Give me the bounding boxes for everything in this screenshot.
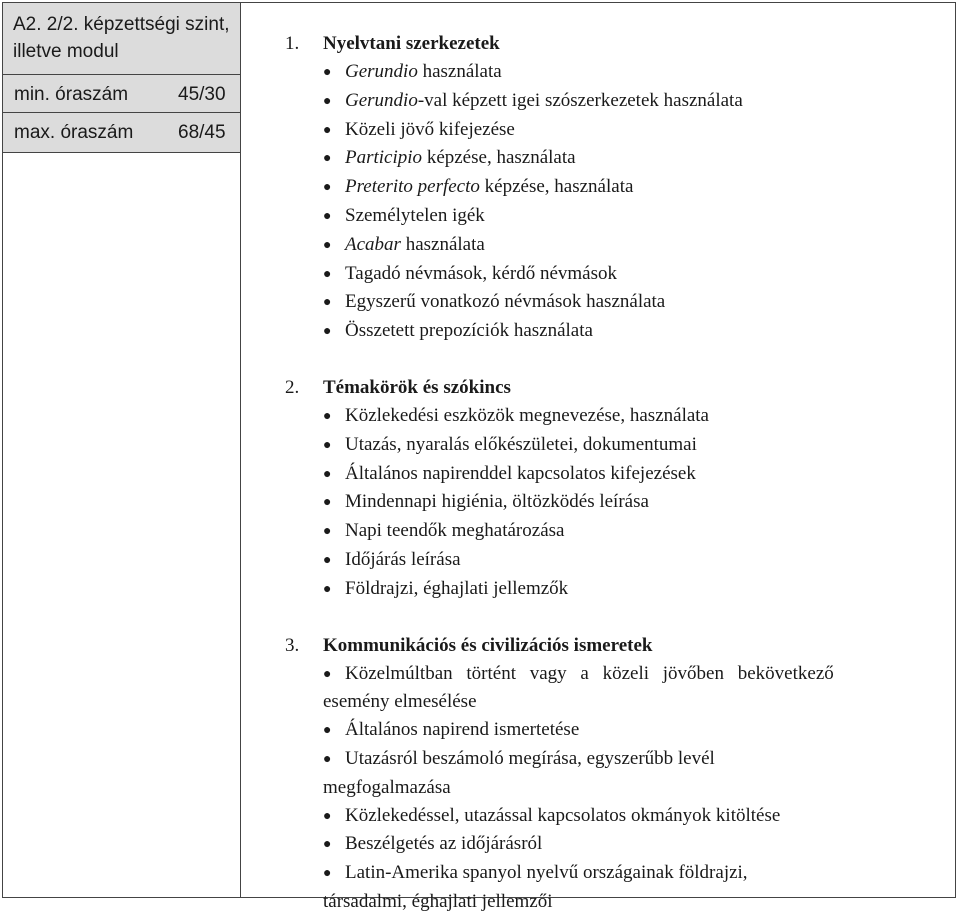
- module-title: A2. 2/2. képzettségi szint, illetve modul: [3, 3, 240, 75]
- module-info-column: [3, 3, 241, 897]
- item-text: Tagadó névmások, kérdő névmások: [345, 262, 617, 284]
- item-text: Időjárás leírása: [345, 548, 461, 570]
- list-item: [285, 317, 945, 346]
- list-item: [285, 716, 945, 745]
- bullet-icon: ●: [323, 466, 332, 482]
- bullet-icon: ●: [323, 151, 332, 167]
- bullet-icon: ●: [323, 122, 332, 138]
- max-hours-label: max. óraszám: [14, 122, 134, 143]
- list-item: [285, 58, 945, 87]
- list-item: [285, 173, 945, 202]
- list-item: [285, 460, 945, 489]
- item-text: képzése, használata: [422, 147, 576, 169]
- bullet-icon: ●: [323, 837, 332, 853]
- item-text: Közlekedéssel, utazással kapcsolatos okmányok kitöltése: [345, 804, 781, 826]
- section-grammar: [285, 30, 945, 346]
- list-item: [285, 517, 945, 546]
- section-title: [285, 30, 945, 58]
- min-hours-value: 45/30: [178, 84, 226, 105]
- item-text: Általános napirenddel kapcsolatos kifejezések: [345, 462, 696, 484]
- bullet-icon: ●: [323, 751, 332, 767]
- item-text: Utazás, nyaralás előkészületei, dokumentumai: [345, 433, 697, 455]
- bullet-icon: ●: [323, 266, 332, 282]
- bullet-icon: ●: [323, 237, 332, 253]
- list-item: [285, 431, 945, 460]
- bullet-icon: ●: [323, 324, 332, 340]
- item-text: esemény elmesélése: [323, 691, 477, 713]
- item-text: Mindennapi higiénia, öltözködés leírása: [345, 491, 649, 513]
- bullet-icon: ●: [323, 208, 332, 224]
- section-title: [285, 374, 945, 402]
- section-heading: Nyelvtani szerkezetek: [323, 33, 500, 54]
- bullet-icon: ●: [323, 524, 332, 540]
- item-text: Latin-Amerika spanyol nyelvű országainak földrajzi,: [345, 862, 748, 884]
- list-item: [285, 546, 945, 575]
- item-text: Általános napirend ismertetése: [345, 719, 580, 741]
- section-heading: Kommunikációs és civilizációs ismeretek: [323, 634, 653, 656]
- bullet-icon: ●: [323, 723, 332, 739]
- list-item: [285, 830, 945, 859]
- item-text: társadalmi, éghajlati jellemzői: [323, 890, 553, 912]
- list-item-continuation: [285, 888, 945, 916]
- list-item: [285, 402, 945, 431]
- list-item: [285, 231, 945, 260]
- bullet-icon: ●: [323, 581, 332, 597]
- list-item-continuation: [285, 774, 945, 802]
- item-italic: Acabar: [345, 233, 401, 255]
- section-number: 2.: [285, 376, 300, 398]
- list-item: [285, 488, 945, 517]
- min-hours-label: min. óraszám: [14, 84, 129, 105]
- bullet-icon: ●: [323, 180, 332, 196]
- list-item: [285, 288, 945, 317]
- item-text: megfogalmazása: [323, 776, 451, 798]
- item-text: Személytelen igék: [345, 204, 485, 226]
- section-communication: [285, 632, 945, 916]
- item-text: Beszélgetés az időjárásról: [345, 833, 543, 855]
- list-item: [285, 260, 945, 289]
- item-text: használata: [400, 233, 485, 255]
- bullet-icon: ●: [323, 666, 332, 682]
- list-item: [285, 87, 945, 116]
- item-italic: Preterito perfecto: [345, 176, 480, 198]
- list-item: [285, 144, 945, 173]
- bullet-icon: ●: [323, 65, 332, 80]
- item-text: Közelmúltban történt vagy a közeli jövőben bekövetkező: [345, 662, 834, 684]
- item-text: használata: [417, 61, 502, 82]
- list-item: [285, 202, 945, 231]
- section-topics: [285, 374, 945, 604]
- item-text: Napi teendők meghatározása: [345, 520, 565, 542]
- content-column: [285, 30, 945, 916]
- bullet-icon: ●: [323, 437, 332, 453]
- bullet-icon: ●: [323, 495, 332, 511]
- list-item: [285, 116, 945, 145]
- item-italic: Participio: [345, 147, 423, 169]
- list-item: [285, 660, 945, 689]
- item-italic: Gerundio: [345, 89, 418, 111]
- item-text: Utazásról beszámoló megírása, egyszerűbb levél: [345, 747, 715, 769]
- bullet-icon: ●: [323, 808, 332, 824]
- list-item: [285, 745, 945, 774]
- item-italic: Gerundio: [345, 61, 418, 82]
- item-text: képzése, használata: [479, 176, 634, 198]
- section-title: [285, 632, 945, 660]
- bullet-icon: ●: [323, 93, 332, 109]
- bullet-icon: ●: [323, 295, 332, 311]
- bullet-icon: ●: [323, 552, 332, 568]
- item-text: Földrajzi, éghajlati jellemzők: [345, 577, 569, 599]
- max-hours-row: [3, 113, 240, 153]
- section-number: 1.: [285, 33, 300, 54]
- item-text: Közlekedési eszközök megnevezése, használata: [345, 404, 709, 426]
- bullet-icon: ●: [323, 866, 332, 882]
- max-hours-value: 68/45: [178, 122, 226, 143]
- item-text: Közeli jövő kifejezése: [345, 118, 515, 140]
- item-text: Összetett prepozíciók használata: [345, 320, 593, 342]
- list-item: [285, 802, 945, 831]
- list-item-continuation: [285, 688, 945, 716]
- section-heading: Témakörök és szókincs: [323, 376, 511, 398]
- list-item: [285, 575, 945, 604]
- item-text: Egyszerű vonatkozó névmások használata: [345, 291, 666, 313]
- item-text: -val képzett igei szószerkezetek használata: [417, 89, 743, 111]
- bullet-icon: ●: [323, 408, 332, 424]
- list-item: [285, 859, 945, 888]
- min-hours-row: [3, 75, 240, 113]
- section-number: 3.: [285, 634, 300, 656]
